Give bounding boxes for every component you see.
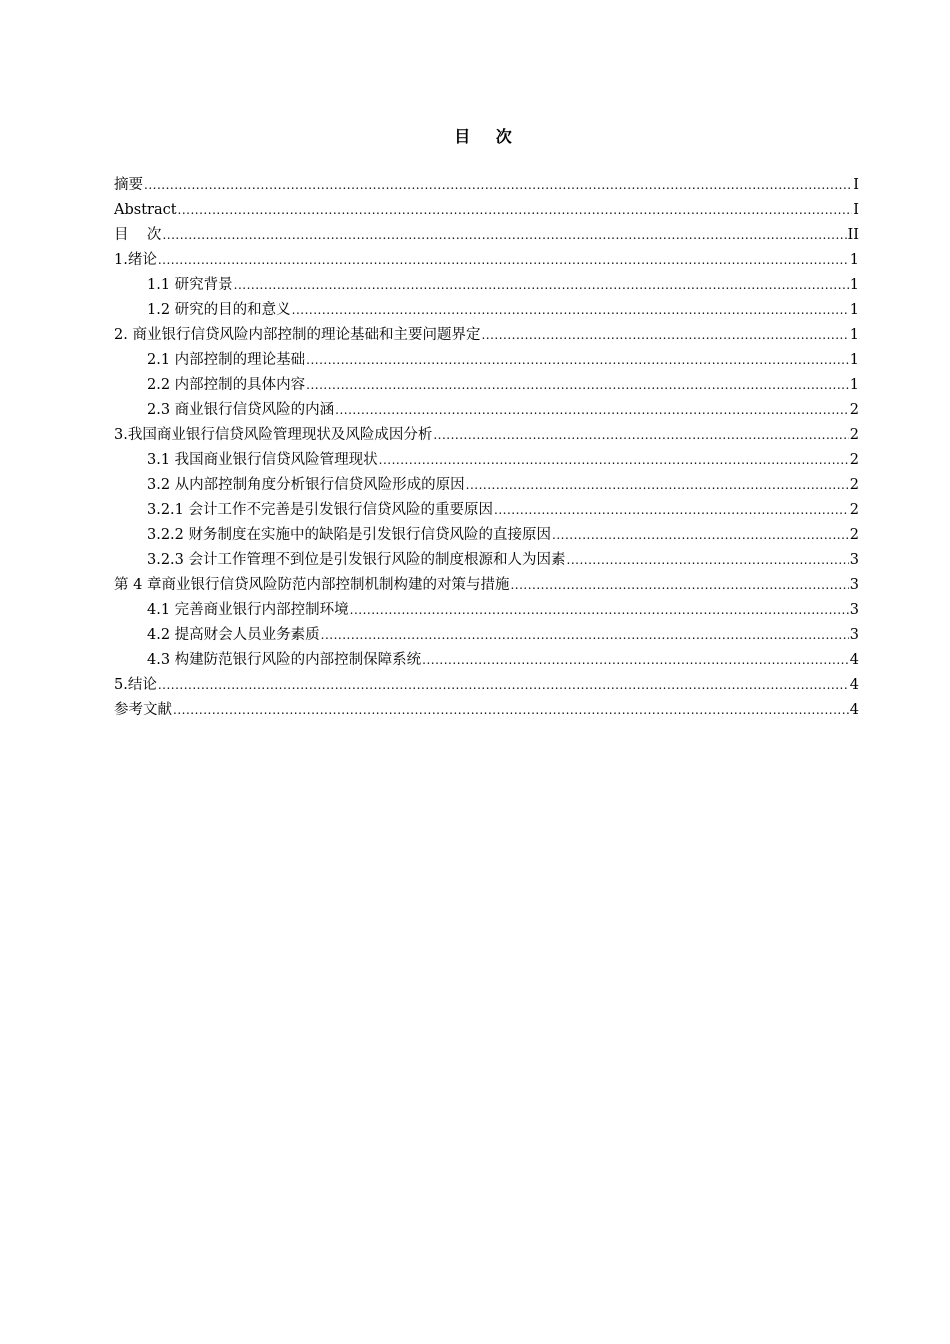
toc-entry-0[interactable] bbox=[114, 173, 859, 198]
toc-entry-14[interactable] bbox=[114, 523, 859, 548]
toc-entry-label: 3.2.2 财务制度在实施中的缺陷是引发银行信贷风险的直接原因 bbox=[147, 527, 552, 543]
toc-entry-page: 4 bbox=[849, 702, 859, 718]
toc-entry-page: 1 bbox=[849, 352, 859, 368]
toc-entry-1[interactable] bbox=[114, 198, 859, 223]
toc-dot-leader bbox=[158, 248, 849, 273]
toc-entry-label: 3.2 从内部控制角度分析银行信贷风险形成的原因 bbox=[147, 477, 465, 493]
toc-entry-21[interactable] bbox=[114, 698, 859, 723]
toc-dot-leader bbox=[162, 223, 846, 248]
toc-dot-leader bbox=[350, 598, 849, 623]
toc-entry-label: 参考文献 bbox=[114, 702, 172, 718]
toc-dot-leader bbox=[567, 548, 849, 573]
toc-entry-label: 2.2 内部控制的具体内容 bbox=[147, 377, 306, 393]
toc-dot-leader bbox=[481, 323, 848, 348]
table-of-contents bbox=[114, 173, 859, 723]
toc-dot-leader bbox=[158, 673, 849, 698]
toc-entry-page: 2 bbox=[849, 402, 859, 418]
toc-entry-2[interactable] bbox=[114, 223, 859, 248]
toc-entry-page: 2 bbox=[849, 477, 859, 493]
toc-entry-page: 2 bbox=[849, 452, 859, 468]
toc-entry-page: 1 bbox=[849, 327, 859, 343]
toc-entry-page: 3 bbox=[849, 552, 859, 568]
toc-entry-label: 4.3 构建防范银行风险的内部控制保障系统 bbox=[147, 652, 422, 668]
toc-entry-label: 第 4 章商业银行信贷风险防范内部控制机制构建的对策与措施 bbox=[114, 577, 510, 593]
toc-entry-12[interactable] bbox=[114, 473, 859, 498]
toc-dot-leader bbox=[306, 348, 849, 373]
toc-entry-label: 3.1 我国商业银行信贷风险管理现状 bbox=[147, 452, 378, 468]
toc-dot-leader bbox=[234, 273, 849, 298]
toc-entry-label: 1.1 研究背景 bbox=[147, 277, 233, 293]
toc-entry-10[interactable] bbox=[114, 423, 859, 448]
toc-entry-label: 目 次 bbox=[114, 227, 162, 243]
toc-entry-page: 4 bbox=[849, 652, 859, 668]
toc-entry-15[interactable] bbox=[114, 548, 859, 573]
toc-entry-8[interactable] bbox=[114, 373, 859, 398]
toc-entry-label: 4.1 完善商业银行内部控制环境 bbox=[147, 602, 349, 618]
toc-entry-label: 5.结论 bbox=[114, 677, 157, 693]
toc-dot-leader bbox=[321, 623, 849, 648]
toc-entry-page: 1 bbox=[849, 377, 859, 393]
toc-dot-leader bbox=[144, 173, 852, 198]
toc-dot-leader bbox=[494, 498, 849, 523]
toc-entry-5[interactable] bbox=[114, 298, 859, 323]
toc-entry-9[interactable] bbox=[114, 398, 859, 423]
toc-entry-page: 1 bbox=[849, 252, 859, 268]
toc-entry-page: 3 bbox=[849, 602, 859, 618]
toc-entry-page: I bbox=[853, 177, 859, 193]
toc-dot-leader bbox=[379, 448, 849, 473]
toc-entry-page: 2 bbox=[849, 427, 859, 443]
toc-entry-label: 3.2.1 会计工作不完善是引发银行信贷风险的重要原因 bbox=[147, 502, 494, 518]
toc-entry-page: 3 bbox=[849, 577, 859, 593]
toc-entry-20[interactable] bbox=[114, 673, 859, 698]
toc-entry-label: 2.3 商业银行信贷风险的内涵 bbox=[147, 402, 335, 418]
toc-entry-6[interactable] bbox=[114, 323, 859, 348]
toc-dot-leader bbox=[292, 298, 849, 323]
toc-entry-page: 2 bbox=[849, 527, 859, 543]
toc-entry-3[interactable] bbox=[114, 248, 859, 273]
toc-entry-page: 2 bbox=[849, 502, 859, 518]
toc-entry-page: II bbox=[847, 227, 859, 243]
toc-entry-7[interactable] bbox=[114, 348, 859, 373]
toc-entry-13[interactable] bbox=[114, 498, 859, 523]
toc-dot-leader bbox=[552, 523, 849, 548]
toc-dot-leader bbox=[510, 573, 848, 598]
toc-entry-page: 3 bbox=[849, 627, 859, 643]
toc-entry-19[interactable] bbox=[114, 648, 859, 673]
toc-entry-label: 1.绪论 bbox=[114, 252, 157, 268]
toc-entry-label: 2. 商业银行信贷风险内部控制的理论基础和主要问题界定 bbox=[114, 327, 481, 343]
toc-entry-4[interactable] bbox=[114, 273, 859, 298]
toc-dot-leader bbox=[335, 398, 849, 423]
toc-dot-leader bbox=[306, 373, 849, 398]
toc-entry-page: 1 bbox=[849, 302, 859, 318]
toc-dot-leader bbox=[173, 698, 849, 723]
toc-entry-page: 4 bbox=[849, 677, 859, 693]
toc-entry-page: 1 bbox=[849, 277, 859, 293]
toc-entry-label: 4.2 提高财会人员业务素质 bbox=[147, 627, 320, 643]
toc-dot-leader bbox=[178, 198, 853, 223]
toc-entry-16[interactable] bbox=[114, 573, 859, 598]
toc-dot-leader bbox=[422, 648, 849, 673]
toc-entry-11[interactable] bbox=[114, 448, 859, 473]
toc-dot-leader bbox=[433, 423, 848, 448]
toc-entry-label: 1.2 研究的目的和意义 bbox=[147, 302, 291, 318]
toc-entry-label: Abstract bbox=[114, 202, 177, 218]
toc-entry-17[interactable] bbox=[114, 598, 859, 623]
toc-entry-18[interactable] bbox=[114, 623, 859, 648]
toc-entry-label: 3.2.3 会计工作管理不到位是引发银行风险的制度根源和人为因素 bbox=[147, 552, 566, 568]
toc-entry-label: 3.我国商业银行信贷风险管理现状及风险成因分析 bbox=[114, 427, 433, 443]
page-title: 目 次 bbox=[454, 127, 522, 146]
toc-dot-leader bbox=[466, 473, 849, 498]
toc-entry-label: 摘要 bbox=[114, 177, 143, 193]
toc-entry-label: 2.1 内部控制的理论基础 bbox=[147, 352, 306, 368]
toc-entry-page: I bbox=[853, 202, 859, 218]
